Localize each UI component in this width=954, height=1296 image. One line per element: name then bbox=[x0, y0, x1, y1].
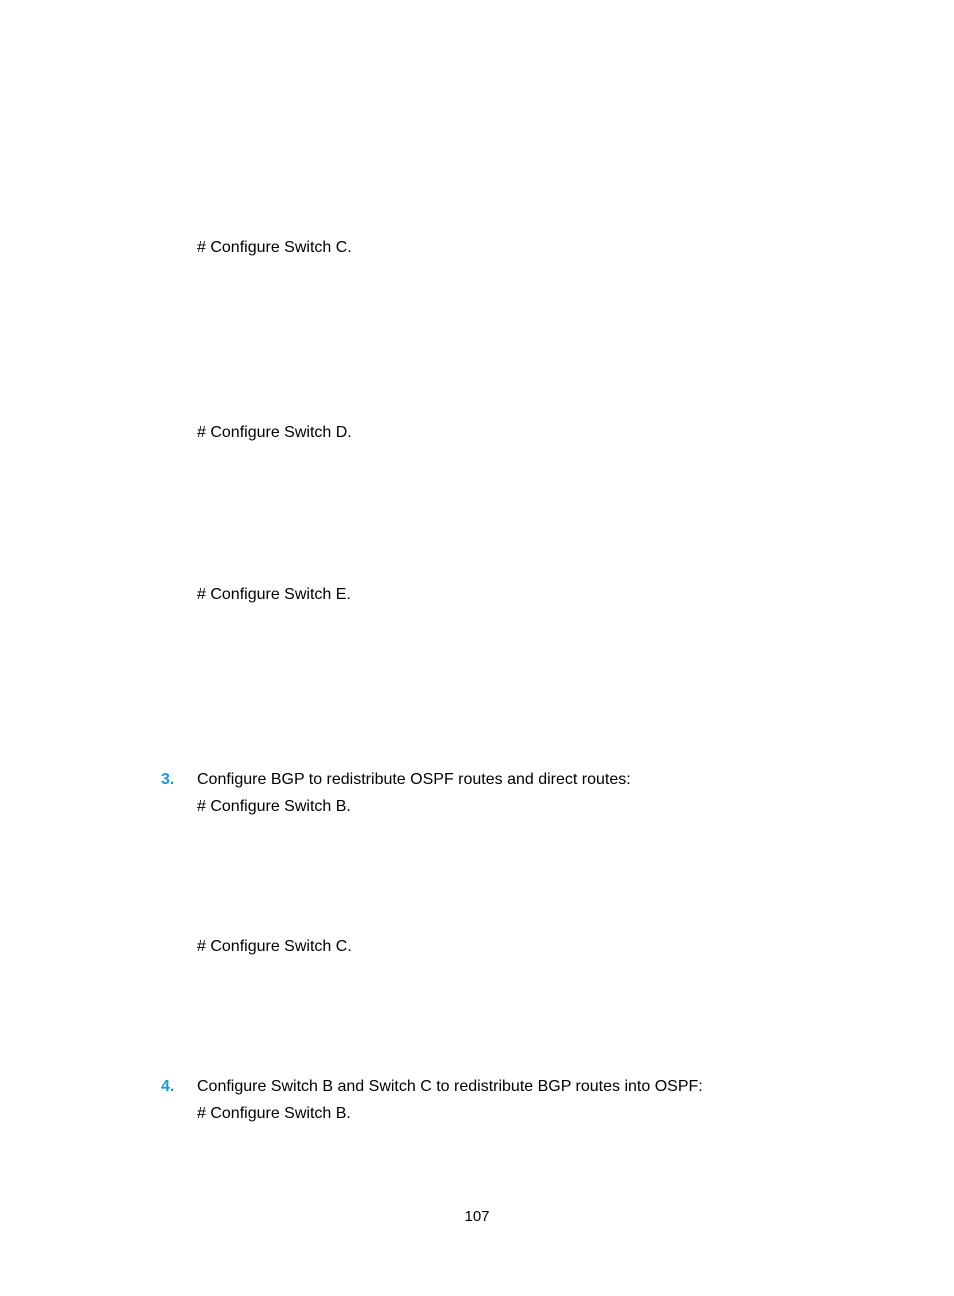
comment-configure-switch-c: # Configure Switch C. bbox=[197, 239, 352, 256]
step-3-number: 3. bbox=[161, 771, 175, 788]
step-4-text: Configure Switch B and Switch C to redistribute BGP routes into OSPF: bbox=[197, 1078, 703, 1095]
step-4-number: 4. bbox=[161, 1078, 175, 1095]
comment-configure-switch-d: # Configure Switch D. bbox=[197, 424, 352, 441]
step-3-text: Configure BGP to redistribute OSPF routes and direct routes: bbox=[197, 771, 631, 788]
page-number: 107 bbox=[464, 1208, 490, 1225]
step-4-comment-switch-b: # Configure Switch B. bbox=[197, 1105, 351, 1122]
comment-configure-switch-e: # Configure Switch E. bbox=[197, 586, 351, 603]
step-3-comment-switch-b: # Configure Switch B. bbox=[197, 798, 351, 815]
step-3-comment-switch-c: # Configure Switch C. bbox=[197, 938, 352, 955]
